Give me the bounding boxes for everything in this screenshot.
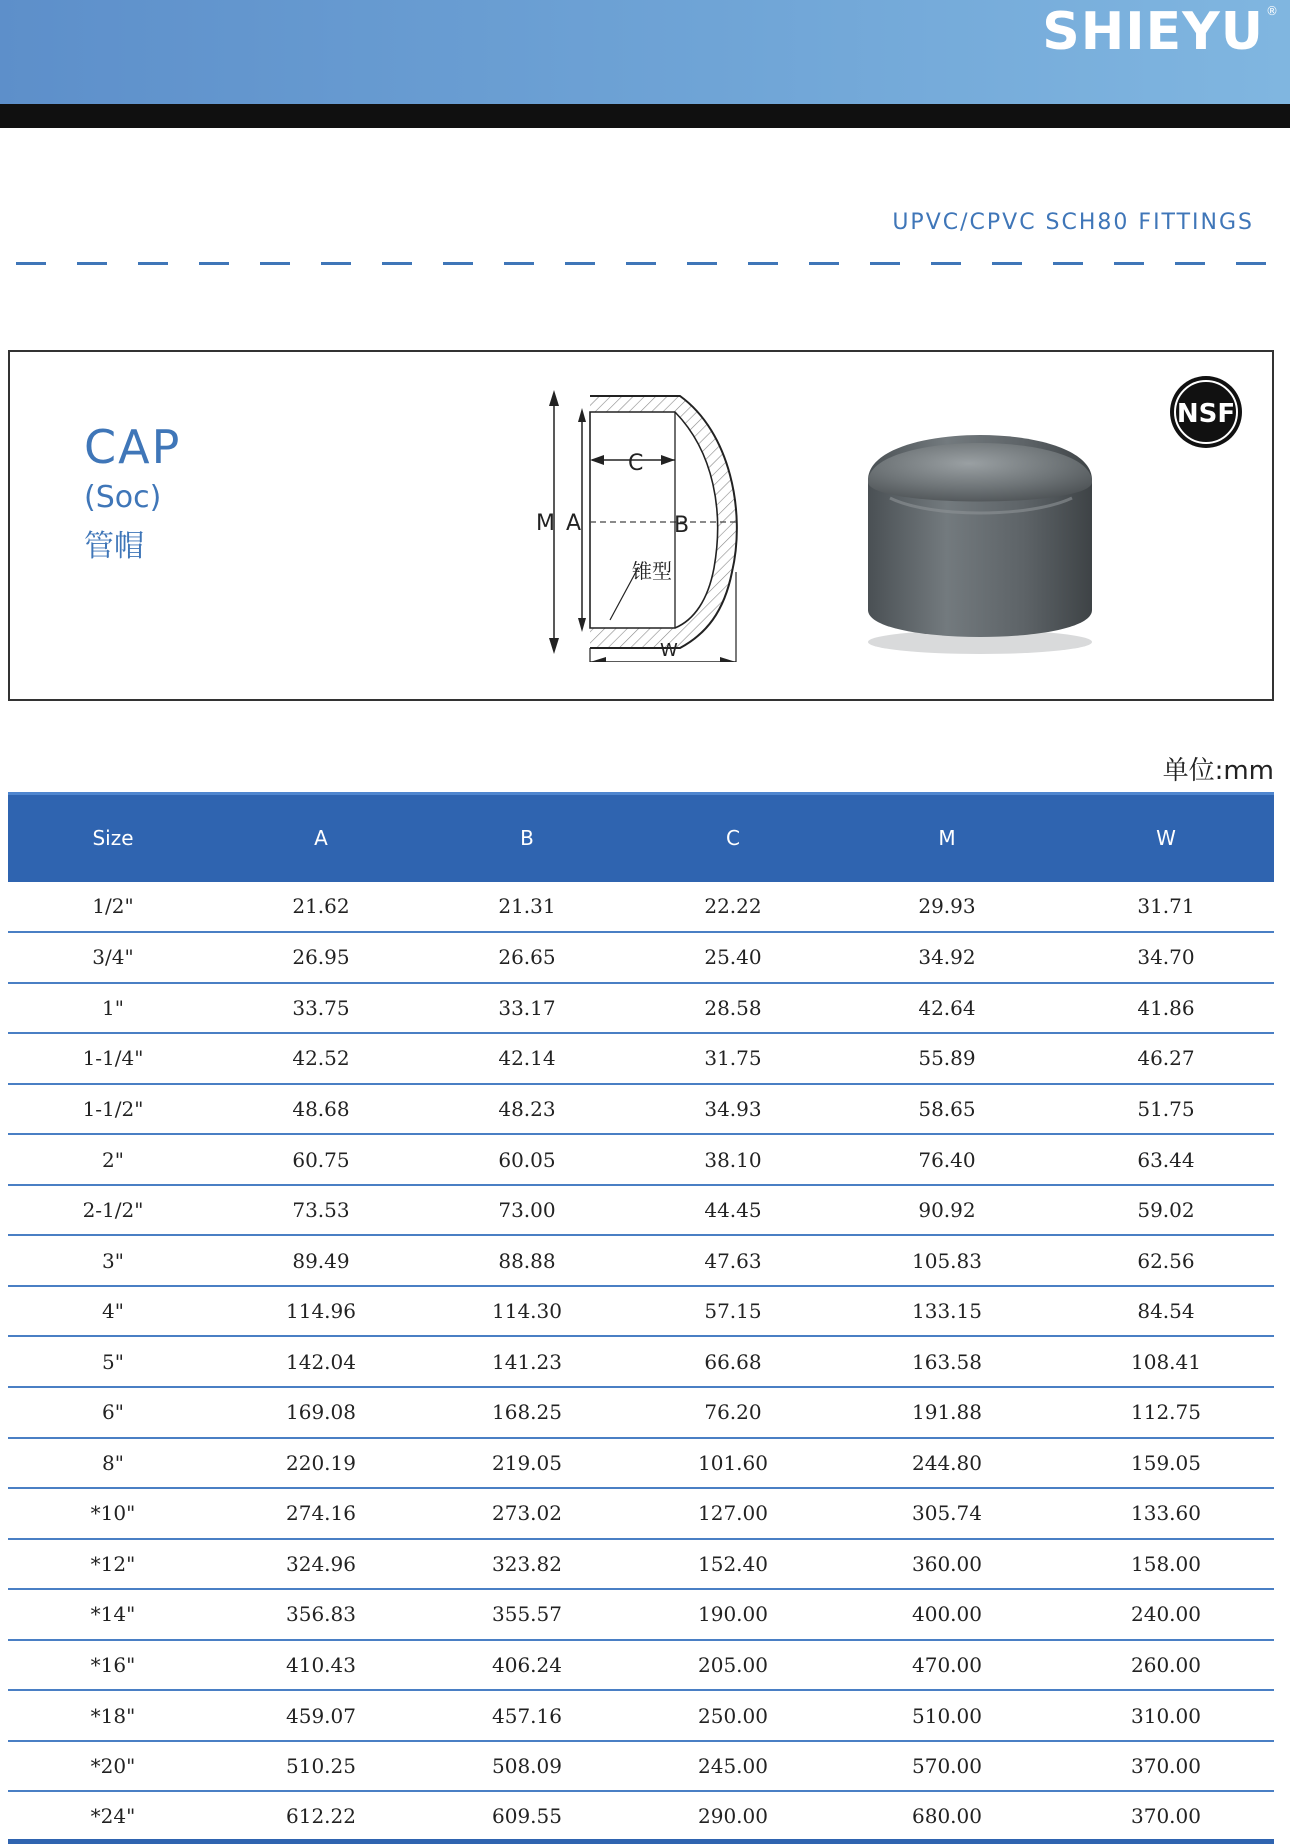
table-row	[8, 1640, 1274, 1691]
table-cell: 305.74	[836, 1488, 1058, 1539]
table-cell: 141.23	[424, 1336, 630, 1387]
table-cell: 459.07	[218, 1690, 424, 1741]
table-cell: 4"	[8, 1286, 218, 1337]
table-cell: 63.44	[1058, 1134, 1274, 1185]
units-label: 单位:mm	[1162, 756, 1274, 786]
table-cell: 41.86	[1058, 983, 1274, 1034]
table-cell: *18"	[8, 1690, 218, 1741]
m-arrow-bottom	[549, 638, 559, 654]
table-cell: 400.00	[836, 1589, 1058, 1640]
table-row	[8, 1690, 1274, 1741]
table-cell: 101.60	[630, 1438, 836, 1489]
table-cell: 274.16	[218, 1488, 424, 1539]
table-cell: 406.24	[424, 1640, 630, 1691]
table-cell: 508.09	[424, 1741, 630, 1792]
product-title: CAP	[84, 420, 182, 474]
table-row	[8, 1488, 1274, 1539]
table-cell: 133.15	[836, 1286, 1058, 1337]
table-cell: 42.52	[218, 1033, 424, 1084]
table-cell: 89.49	[218, 1235, 424, 1286]
product-panel	[8, 350, 1274, 701]
label-m: M	[536, 511, 555, 536]
table-cell: 680.00	[836, 1791, 1058, 1842]
table-row	[8, 1741, 1274, 1792]
table-cell: 62.56	[1058, 1235, 1274, 1286]
table-cell: 48.23	[424, 1084, 630, 1135]
table-row	[8, 932, 1274, 983]
table-cell: 8"	[8, 1438, 218, 1489]
table-cell: 245.00	[630, 1741, 836, 1792]
table-cell: 31.75	[630, 1033, 836, 1084]
table-cell: 47.63	[630, 1235, 836, 1286]
table-cell: *12"	[8, 1539, 218, 1590]
table-cell: 33.75	[218, 983, 424, 1034]
table-cell: 34.93	[630, 1084, 836, 1135]
column-header: C	[630, 794, 836, 882]
table-cell: 323.82	[424, 1539, 630, 1590]
table-cell: *14"	[8, 1589, 218, 1640]
registered-mark: ®	[1266, 4, 1278, 18]
table-cell: 510.00	[836, 1690, 1058, 1741]
table-cell: 73.00	[424, 1185, 630, 1236]
table-cell: 240.00	[1058, 1589, 1274, 1640]
table-row	[8, 1438, 1274, 1489]
table-cell: 42.64	[836, 983, 1058, 1034]
a-arrow-top	[578, 408, 586, 422]
table-cell: 612.22	[218, 1791, 424, 1842]
table-cell: 219.05	[424, 1438, 630, 1489]
product-type: (Soc)	[84, 480, 162, 515]
table-cell: *24"	[8, 1791, 218, 1842]
table-body	[8, 882, 1274, 1842]
table-cell: 42.14	[424, 1033, 630, 1084]
table-cell: 470.00	[836, 1640, 1058, 1691]
cap-inner-socket	[590, 412, 718, 628]
m-arrow-top	[549, 390, 559, 406]
table-cell: 142.04	[218, 1336, 424, 1387]
table-cell: 290.00	[630, 1791, 836, 1842]
column-header: B	[424, 794, 630, 882]
table-cell: 163.58	[836, 1336, 1058, 1387]
column-header: Size	[8, 794, 218, 882]
brand-logo: SHIEYU	[1042, 2, 1264, 62]
table-cell: 34.70	[1058, 932, 1274, 983]
table-cell: 33.17	[424, 983, 630, 1034]
column-header: W	[1058, 794, 1274, 882]
label-w: W	[660, 640, 678, 661]
table-cell: *16"	[8, 1640, 218, 1691]
table-cell: 112.75	[1058, 1387, 1274, 1438]
table-cell: 410.43	[218, 1640, 424, 1691]
gray-pvc-cap-photo	[850, 390, 1110, 660]
table-cell: 90.92	[836, 1185, 1058, 1236]
table-cell: 324.96	[218, 1539, 424, 1590]
table-cell: *20"	[8, 1741, 218, 1792]
table-cell: 26.95	[218, 932, 424, 983]
table-row	[8, 882, 1274, 933]
header-strip	[0, 104, 1290, 128]
table-cell: 310.00	[1058, 1690, 1274, 1741]
table-cell: 457.16	[424, 1690, 630, 1741]
table-cell: 205.00	[630, 1640, 836, 1691]
a-arrow-bottom	[578, 618, 586, 632]
label-c: C	[628, 451, 644, 476]
column-header: A	[218, 794, 424, 882]
table-cell: 57.15	[630, 1286, 836, 1337]
table-row	[8, 1286, 1274, 1337]
table-cell: 66.68	[630, 1336, 836, 1387]
page-subtitle: UPVC/CPVC SCH80 FITTINGS	[892, 210, 1254, 235]
table-row	[8, 1185, 1274, 1236]
table-cell: 51.75	[1058, 1084, 1274, 1135]
table-cell: 60.75	[218, 1134, 424, 1185]
table-cell: 127.00	[630, 1488, 836, 1539]
table-row	[8, 983, 1274, 1034]
table-cell: 105.83	[836, 1235, 1058, 1286]
table-cell: 76.20	[630, 1387, 836, 1438]
table-cell: 169.08	[218, 1387, 424, 1438]
table-cell: 190.00	[630, 1589, 836, 1640]
table-cell: 60.05	[424, 1134, 630, 1185]
table-cell: 22.22	[630, 882, 836, 933]
table-header-row	[8, 794, 1274, 882]
table-cell: 114.30	[424, 1286, 630, 1337]
table-cell: 244.80	[836, 1438, 1058, 1489]
table-cell: 2-1/2"	[8, 1185, 218, 1236]
table-cell: 55.89	[836, 1033, 1058, 1084]
table-cell: 21.31	[424, 882, 630, 933]
table-cell: 2"	[8, 1134, 218, 1185]
table-cell: 114.96	[218, 1286, 424, 1337]
table-cell: 159.05	[1058, 1438, 1274, 1489]
table-cell: 220.19	[218, 1438, 424, 1489]
table-cell: 370.00	[1058, 1791, 1274, 1842]
table-cell: 21.62	[218, 882, 424, 933]
table-cell: 29.93	[836, 882, 1058, 933]
table-cell: 370.00	[1058, 1741, 1274, 1792]
table-cell: 356.83	[218, 1589, 424, 1640]
table-cell: 108.41	[1058, 1336, 1274, 1387]
table-cell: 34.92	[836, 932, 1058, 983]
product-name-cn: 管帽	[84, 529, 144, 564]
table-cell: 88.88	[424, 1235, 630, 1286]
table-cell: 25.40	[630, 932, 836, 983]
table-row	[8, 1539, 1274, 1590]
table-cell: 38.10	[630, 1134, 836, 1185]
w-arrow-left	[590, 657, 606, 662]
table-cell: *10"	[8, 1488, 218, 1539]
table-row	[8, 1134, 1274, 1185]
label-b: B	[674, 513, 690, 538]
table-cell: 76.40	[836, 1134, 1058, 1185]
table-cell: 355.57	[424, 1589, 630, 1640]
table-cell: 168.25	[424, 1387, 630, 1438]
table-cell: 133.60	[1058, 1488, 1274, 1539]
table-cell: 1-1/4"	[8, 1033, 218, 1084]
table-cell: 58.65	[836, 1084, 1058, 1135]
table-cell: 31.71	[1058, 882, 1274, 933]
table-cell: 5"	[8, 1336, 218, 1387]
table-cell: 1/2"	[8, 882, 218, 933]
nsf-certification-badge	[1168, 374, 1244, 450]
table-cell: 273.02	[424, 1488, 630, 1539]
table-row	[8, 1387, 1274, 1438]
column-header: M	[836, 794, 1058, 882]
table-cell: 44.45	[630, 1185, 836, 1236]
table-cell: 46.27	[1058, 1033, 1274, 1084]
table-cell: 59.02	[1058, 1185, 1274, 1236]
table-row	[8, 1033, 1274, 1084]
table-row	[8, 1084, 1274, 1135]
table-cell: 3/4"	[8, 932, 218, 983]
header-band	[0, 0, 1290, 104]
label-taper: 锥型	[632, 559, 672, 583]
table-cell: 260.00	[1058, 1640, 1274, 1691]
table-cell: 609.55	[424, 1791, 630, 1842]
specification-table	[8, 792, 1274, 1844]
table-cell: 84.54	[1058, 1286, 1274, 1337]
table-cell: 73.53	[218, 1185, 424, 1236]
label-a: A	[566, 511, 582, 536]
dashed-divider	[16, 262, 1272, 265]
cap-dimension-diagram	[510, 372, 770, 662]
table-row	[8, 1791, 1274, 1842]
nsf-text: NSF	[1176, 399, 1236, 429]
table-cell: 152.40	[630, 1539, 836, 1590]
table-cell: 48.68	[218, 1084, 424, 1135]
table-cell: 158.00	[1058, 1539, 1274, 1590]
product-title-group	[84, 420, 181, 565]
table-cell: 6"	[8, 1387, 218, 1438]
table-row	[8, 1336, 1274, 1387]
table-cell: 3"	[8, 1235, 218, 1286]
w-arrow-right	[720, 657, 736, 662]
table-cell: 360.00	[836, 1539, 1058, 1590]
table-cell: 250.00	[630, 1690, 836, 1741]
table-cell: 28.58	[630, 983, 836, 1034]
table-cell: 191.88	[836, 1387, 1058, 1438]
table-row	[8, 1589, 1274, 1640]
table-cell: 1-1/2"	[8, 1084, 218, 1135]
table-cell: 570.00	[836, 1741, 1058, 1792]
table-row	[8, 1235, 1274, 1286]
table-cell: 1"	[8, 983, 218, 1034]
table-cell: 26.65	[424, 932, 630, 983]
table-cell: 510.25	[218, 1741, 424, 1792]
